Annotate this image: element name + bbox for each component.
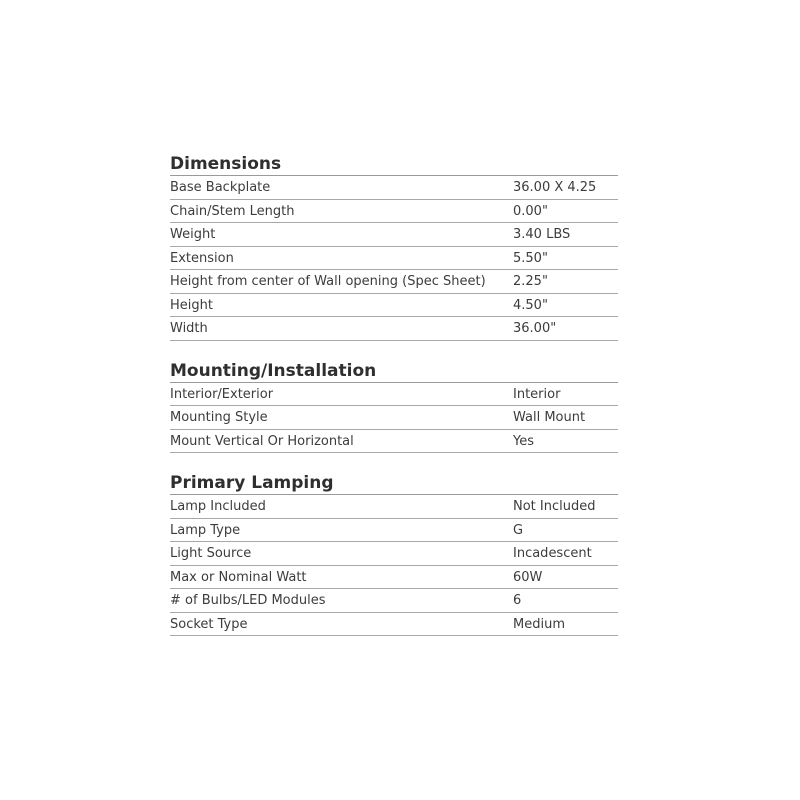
spec-row-mount-vertical-horizontal bbox=[170, 430, 618, 454]
spec-value: 36.00 X 4.25 bbox=[513, 180, 597, 195]
spec-value: Incadescent bbox=[513, 546, 592, 561]
spec-row-base-backplate bbox=[170, 176, 618, 200]
spec-row-width bbox=[170, 317, 618, 341]
spec-row-bulbs-led-modules bbox=[170, 589, 618, 613]
spec-sheet bbox=[170, 153, 618, 636]
spec-value: 36.00" bbox=[513, 321, 557, 336]
spec-value: 0.00" bbox=[513, 203, 548, 219]
spec-label: Height bbox=[170, 297, 213, 313]
spec-label: Max or Nominal Watt bbox=[170, 569, 307, 585]
spec-value: Medium bbox=[513, 616, 565, 632]
section-dimensions bbox=[170, 153, 618, 341]
spec-value: Not Included bbox=[513, 499, 596, 514]
spec-label: Chain/Stem Length bbox=[170, 203, 295, 219]
section-title: Mounting/Installation bbox=[170, 360, 618, 383]
section-title: Primary Lamping bbox=[170, 472, 618, 495]
section-mounting-installation bbox=[170, 360, 618, 454]
spec-label: Socket Type bbox=[170, 616, 248, 632]
spec-value: 6 bbox=[513, 593, 522, 608]
spec-value: 5.50" bbox=[513, 250, 548, 266]
spec-label: Mounting Style bbox=[170, 410, 268, 425]
spec-label: Extension bbox=[170, 250, 234, 266]
spec-value: G bbox=[513, 522, 524, 538]
spec-value: 60W bbox=[513, 569, 543, 585]
spec-value: Wall Mount bbox=[513, 410, 586, 425]
spec-value: 2.25" bbox=[513, 274, 548, 289]
spec-label: Light Source bbox=[170, 546, 252, 561]
spec-row-extension bbox=[170, 247, 618, 271]
spec-row-mounting-style bbox=[170, 406, 618, 430]
spec-label: Height from center of Wall opening (Spec Sheet) bbox=[170, 274, 486, 289]
spec-value: 3.40 LBS bbox=[513, 227, 571, 242]
section-title: Dimensions bbox=[170, 153, 618, 176]
section-primary-lamping bbox=[170, 472, 618, 636]
spec-row-chain-stem-length bbox=[170, 200, 618, 224]
spec-label: Mount Vertical Or Horizontal bbox=[170, 433, 354, 449]
spec-label: Interior/Exterior bbox=[170, 386, 274, 402]
spec-label: Width bbox=[170, 321, 208, 336]
spec-value: 4.50" bbox=[513, 297, 548, 313]
spec-row-lamp-type bbox=[170, 519, 618, 543]
spec-row-lamp-included bbox=[170, 495, 618, 519]
spec-label: # of Bulbs/LED Modules bbox=[170, 593, 326, 608]
spec-label: Base Backplate bbox=[170, 180, 271, 195]
spec-row-light-source bbox=[170, 542, 618, 566]
spec-row-height-from-center bbox=[170, 270, 618, 294]
spec-label: Lamp Type bbox=[170, 522, 241, 538]
spec-row-max-nominal-watt bbox=[170, 566, 618, 590]
spec-label: Lamp Included bbox=[170, 499, 266, 514]
spec-row-weight bbox=[170, 223, 618, 247]
spec-row-interior-exterior bbox=[170, 383, 618, 407]
spec-row-socket-type bbox=[170, 613, 618, 637]
spec-value: Interior bbox=[513, 386, 561, 402]
spec-row-height bbox=[170, 294, 618, 318]
spec-value: Yes bbox=[513, 433, 534, 449]
spec-label: Weight bbox=[170, 227, 216, 242]
